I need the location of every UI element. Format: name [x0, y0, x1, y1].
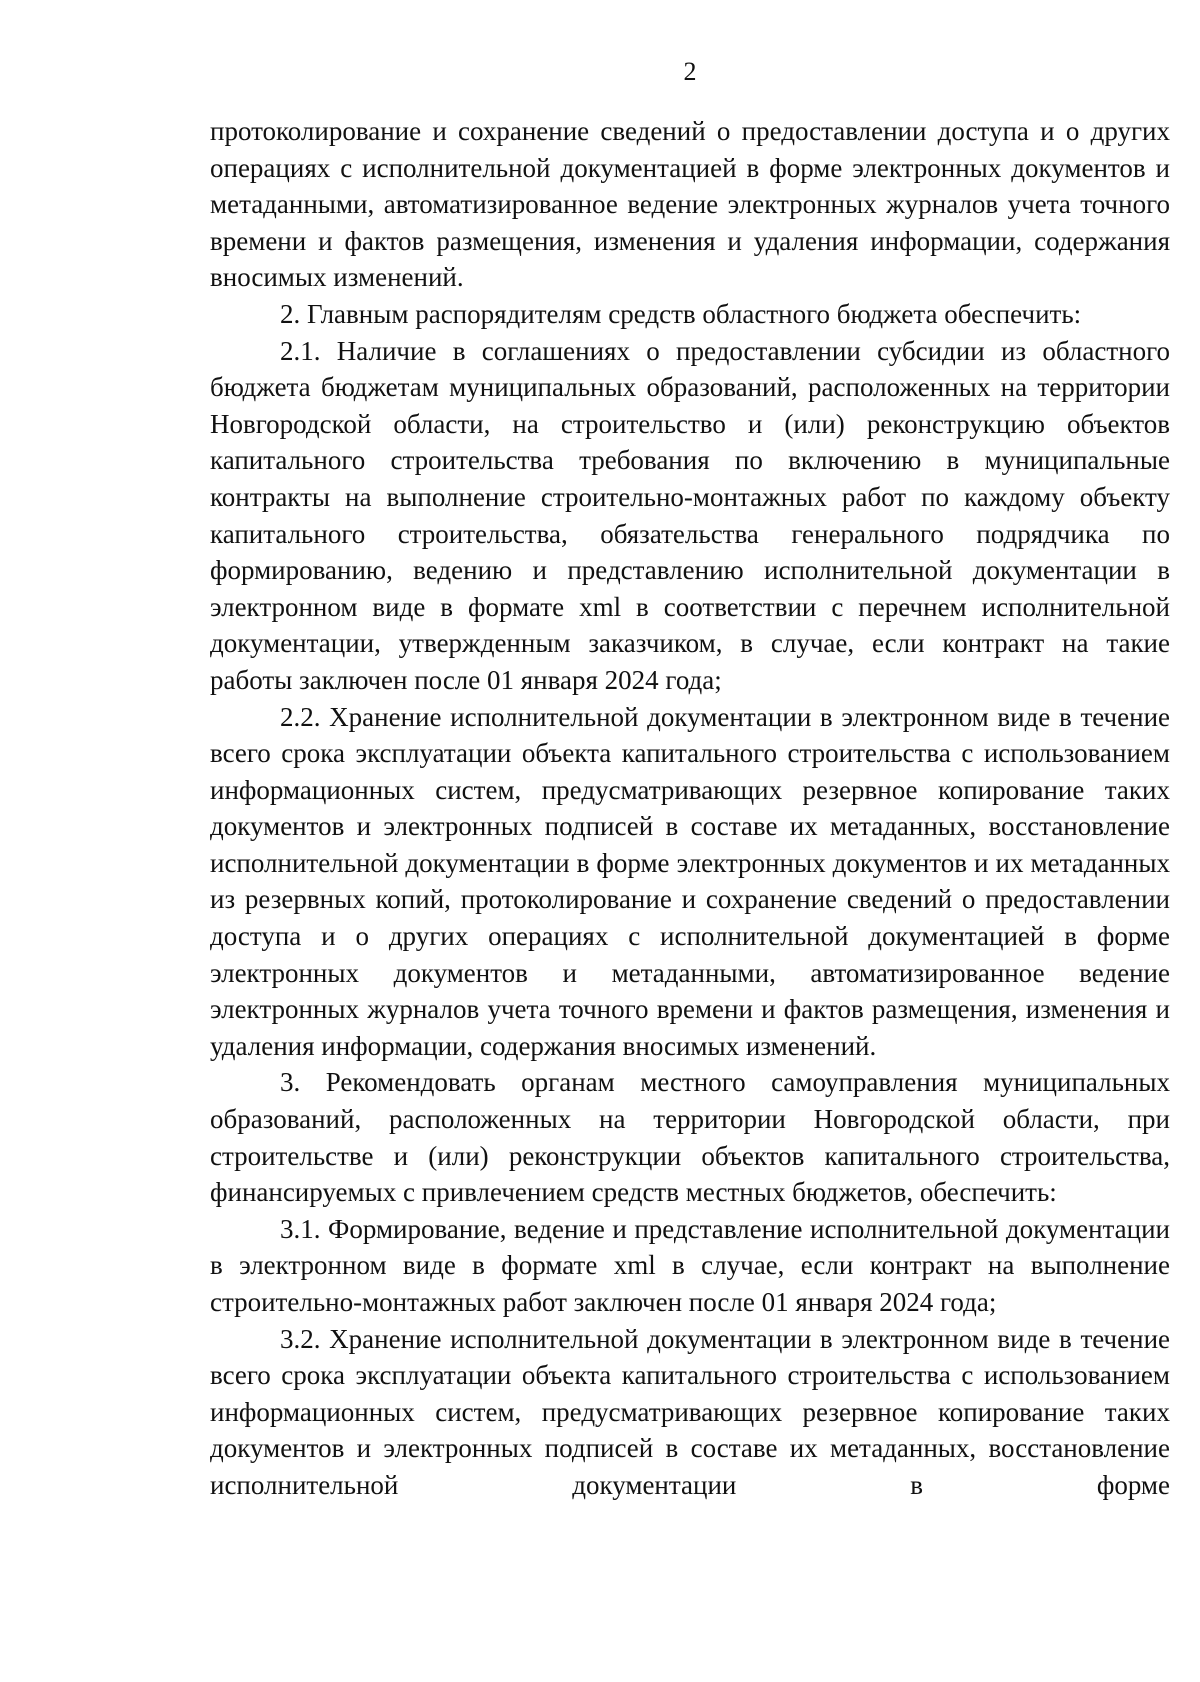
paragraph-item-2-1: 2.1. Наличие в соглашениях о предоставлении субсидии из областного бюджета бюджетам муниципальных образований, расположенных на территории Новгородской области, на строительство и (или) реконструкцию объектов капитального строительства требования по включению в муниципальные контракты на выполнение строительно-монтажных работ по каждому объекту капитального строительства, обязательства генерального подрядчика по формированию, ведению и представлению исполнительной документации в электронном виде в формате xml в соответствии с перечнем исполнительной документации, утвержденным заказчиком, в случае, если контракт на такие работы заключен после 01 января 2024 года;: [210, 335, 1170, 695]
page-number: 2: [683, 57, 697, 86]
document-body: [210, 113, 1170, 1504]
paragraph-item-2-2: 2.2. Хранение исполнительной документации в электронном виде в течение всего срока эксплуатации объекта капитального строительства с использованием информационных систем, предусматривающих резервное копирование таких документов и электронных подписей в составе их метаданных, восстановление исполнительной документации в форме электронных документов и их метаданных из резервных копий, протоколирование и сохранение сведений о предоставлении доступа и о других операциях с исполнительной документацией в форме электронных документов и метаданными, автоматизированное ведение электронных журналов учета точного времени и фактов размещения, изменения и удаления информации, содержания вносимых изменений.: [210, 701, 1170, 1061]
paragraph-item-3-2: 3.2. Хранение исполнительной документации в электронном виде в течение всего срока эксплуатации объекта капитального строительства с использованием информационных систем, предусматривающих резервное копирование таких документов и электронных подписей в составе их метаданных, восстановление исполнительной документации в форме: [210, 1323, 1170, 1500]
paragraph-item-2: 2. Главным распорядителям средств областного бюджета обеспечить:: [280, 298, 1082, 329]
paragraph-item-3-1: 3.1. Формирование, ведение и представление исполнительной документации в электронном виде в формате xml в случае, если контракт на выполнение строительно-монтажных работ заключен после 01 января 2024 года;: [210, 1213, 1170, 1317]
paragraph-continuation: протоколирование и сохранение сведений о предоставлении доступа и о других операциях с исполнительной документацией в форме электронных документов и метаданными, автоматизированное ведение электронных журналов учета точного времени и фактов размещения, изменения и удаления информации, содержания вносимых изменений.: [210, 116, 1170, 293]
paragraph-item-3: 3. Рекомендовать органам местного самоуправления муниципальных образований, расположенных на территории Новгородской области, при строительстве и (или) реконструкции объектов капитального строительства, финансируемых с привлечением средств местных бюджетов, обеспечить:: [210, 1067, 1170, 1208]
